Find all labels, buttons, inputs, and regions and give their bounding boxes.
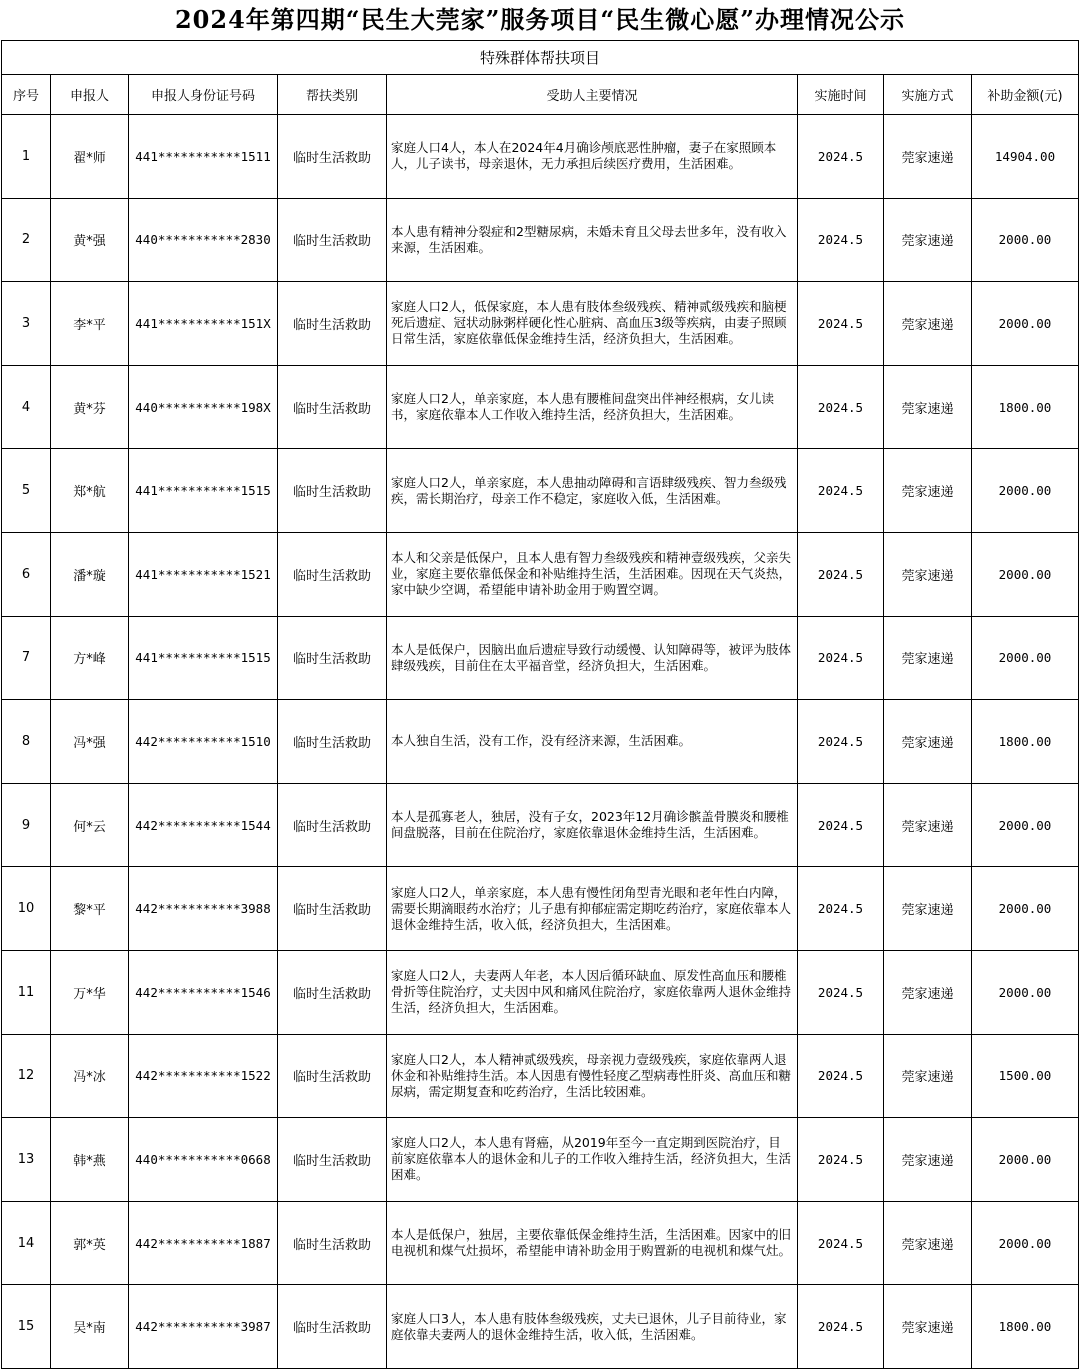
column-header-method: 实施方式 — [884, 75, 972, 115]
table-row — [2, 115, 1079, 199]
cell-id-number: 442***********1546 — [129, 950, 278, 1034]
cell-amount: 1800.00 — [972, 1285, 1079, 1369]
cell-no: 14 — [2, 1201, 51, 1285]
table-row — [2, 1285, 1079, 1369]
cell-amount: 2000.00 — [972, 198, 1079, 282]
page-title: 2024年第四期“民生大莞家”服务项目“民生微心愿”办理情况公示 — [174, 5, 905, 34]
cell-method: 莞家速递 — [884, 115, 972, 199]
cell-no: 6 — [2, 532, 51, 616]
cell-aid-type: 临时生活救助 — [278, 616, 387, 700]
cell-method: 莞家速递 — [884, 365, 972, 449]
cell-aid-type: 临时生活救助 — [278, 1201, 387, 1285]
table-row — [2, 950, 1079, 1034]
cell-no: 8 — [2, 700, 51, 784]
cell-situation: 家庭人口2人，单亲家庭，本人患有慢性闭角型青光眼和老年性白内障，需要长期滴眼药水治疗；儿子患有抑郁症需定期吃药治疗，家庭依靠本人退休金维持生活，收入低，经济负担大，生活困难。 — [387, 867, 798, 951]
cell-situation: 家庭人口2人，低保家庭，本人患有肢体叁级残疾、精神贰级残疾和脑梗死后遗症、冠状动脉粥样硬化性心脏病、高血压3级等疾病，由妻子照顾日常生活，家庭依靠低保金维持生活，经济负担大，生活困难。 — [387, 282, 798, 366]
cell-amount: 2000.00 — [972, 867, 1079, 951]
cell-amount: 1800.00 — [972, 365, 1079, 449]
cell-situation: 本人是孤寡老人，独居，没有子女，2023年12月确诊髌盖骨膜炎和腰椎间盘脱落，目前在住院治疗，家庭依靠退休金维持生活，生活困难。 — [387, 783, 798, 867]
cell-date: 2024.5 — [798, 449, 884, 533]
cell-amount: 1800.00 — [972, 700, 1079, 784]
cell-aid-type: 临时生活救助 — [278, 449, 387, 533]
table-row — [2, 449, 1079, 533]
cell-amount: 2000.00 — [972, 950, 1079, 1034]
table-row — [2, 198, 1079, 282]
cell-amount: 2000.00 — [972, 783, 1079, 867]
cell-aid-type: 临时生活救助 — [278, 783, 387, 867]
cell-method: 莞家速递 — [884, 449, 972, 533]
cell-id-number: 442***********1887 — [129, 1201, 278, 1285]
cell-aid-type: 临时生活救助 — [278, 1285, 387, 1369]
cell-method: 莞家速递 — [884, 1201, 972, 1285]
table-row — [2, 700, 1079, 784]
cell-applicant: 李*平 — [51, 282, 129, 366]
cell-method: 莞家速递 — [884, 950, 972, 1034]
cell-no: 10 — [2, 867, 51, 951]
cell-no: 13 — [2, 1118, 51, 1202]
cell-applicant: 郭*英 — [51, 1201, 129, 1285]
cell-applicant: 郑*航 — [51, 449, 129, 533]
cell-no: 12 — [2, 1034, 51, 1118]
cell-situation: 本人独自生活，没有工作，没有经济来源，生活困难。 — [387, 700, 798, 784]
cell-method: 莞家速递 — [884, 1118, 972, 1202]
cell-applicant: 冯*冰 — [51, 1034, 129, 1118]
cell-applicant: 黎*平 — [51, 867, 129, 951]
cell-no: 3 — [2, 282, 51, 366]
cell-id-number: 441***********1521 — [129, 532, 278, 616]
cell-situation: 本人是低保户，因脑出血后遗症导致行动缓慢、认知障碍等，被评为肢体肆级残疾，目前住在太平福音堂，经济负担大，生活困难。 — [387, 616, 798, 700]
cell-no: 4 — [2, 365, 51, 449]
cell-method: 莞家速递 — [884, 616, 972, 700]
table-row — [2, 1118, 1079, 1202]
cell-aid-type: 临时生活救助 — [278, 115, 387, 199]
cell-date: 2024.5 — [798, 1285, 884, 1369]
column-header-situation: 受助人主要情况 — [387, 75, 798, 115]
section-row — [2, 41, 1079, 75]
cell-method: 莞家速递 — [884, 1285, 972, 1369]
cell-aid-type: 临时生活救助 — [278, 867, 387, 951]
cell-applicant: 万*华 — [51, 950, 129, 1034]
cell-id-number: 442***********1522 — [129, 1034, 278, 1118]
column-header-no: 序号 — [2, 75, 51, 115]
cell-method: 莞家速递 — [884, 198, 972, 282]
cell-date: 2024.5 — [798, 198, 884, 282]
cell-situation: 家庭人口2人，单亲家庭，本人患有腰椎间盘突出伴神经根病，女儿读书，家庭依靠本人工作收入维持生活，经济负担大，生活困难。 — [387, 365, 798, 449]
cell-date: 2024.5 — [798, 950, 884, 1034]
cell-amount: 2000.00 — [972, 449, 1079, 533]
cell-id-number: 441***********1511 — [129, 115, 278, 199]
cell-id-number: 442***********1544 — [129, 783, 278, 867]
cell-applicant: 黄*芬 — [51, 365, 129, 449]
cell-situation: 家庭人口4人，本人在2024年4月确诊颅底恶性肿瘤，妻子在家照顾本人，儿子读书，母亲退休，无力承担后续医疗费用，生活困难。 — [387, 115, 798, 199]
cell-method: 莞家速递 — [884, 867, 972, 951]
cell-date: 2024.5 — [798, 616, 884, 700]
cell-date: 2024.5 — [798, 700, 884, 784]
cell-applicant: 冯*强 — [51, 700, 129, 784]
cell-applicant: 方*峰 — [51, 616, 129, 700]
table-row — [2, 783, 1079, 867]
cell-no: 9 — [2, 783, 51, 867]
table-row — [2, 532, 1079, 616]
cell-id-number: 440***********198X — [129, 365, 278, 449]
cell-aid-type: 临时生活救助 — [278, 950, 387, 1034]
cell-id-number: 441***********1515 — [129, 449, 278, 533]
table-row — [2, 867, 1079, 951]
cell-applicant: 吴*南 — [51, 1285, 129, 1369]
column-header-amount: 补助金额(元) — [972, 75, 1079, 115]
cell-no: 11 — [2, 950, 51, 1034]
cell-situation: 家庭人口2人，夫妻两人年老，本人因后循环缺血、原发性高血压和腰椎骨折等住院治疗，丈夫因中风和痛风住院治疗，家庭依靠两人退休金维持生活，经济负担大，生活困难。 — [387, 950, 798, 1034]
cell-aid-type: 临时生活救助 — [278, 365, 387, 449]
cell-method: 莞家速递 — [884, 532, 972, 616]
cell-date: 2024.5 — [798, 867, 884, 951]
assistance-table — [1, 40, 1079, 1369]
cell-method: 莞家速递 — [884, 1034, 972, 1118]
cell-aid-type: 临时生活救助 — [278, 700, 387, 784]
cell-situation: 本人患有精神分裂症和2型糖尿病，未婚未育且父母去世多年，没有收入来源，生活困难。 — [387, 198, 798, 282]
cell-id-number: 440***********0668 — [129, 1118, 278, 1202]
section-title: 特殊群体帮扶项目 — [2, 41, 1079, 75]
cell-amount: 2000.00 — [972, 282, 1079, 366]
cell-no: 7 — [2, 616, 51, 700]
cell-amount: 14904.00 — [972, 115, 1079, 199]
column-header-aid-type: 帮扶类别 — [278, 75, 387, 115]
cell-applicant: 黄*强 — [51, 198, 129, 282]
cell-situation: 本人和父亲是低保户，且本人患有智力叁级残疾和精神壹级残疾，父亲失业，家庭主要依靠低保金和补贴维持生活，生活困难。因现在天气炎热，家中缺少空调，希望能申请补助金用于购置空调。 — [387, 532, 798, 616]
cell-id-number: 442***********1510 — [129, 700, 278, 784]
cell-aid-type: 临时生活救助 — [278, 198, 387, 282]
cell-no: 2 — [2, 198, 51, 282]
cell-id-number: 441***********1515 — [129, 616, 278, 700]
cell-no: 15 — [2, 1285, 51, 1369]
cell-method: 莞家速递 — [884, 783, 972, 867]
cell-date: 2024.5 — [798, 1118, 884, 1202]
cell-id-number: 441***********151X — [129, 282, 278, 366]
cell-situation: 家庭人口2人，本人患有肾癌，从2019年至今一直定期到医院治疗，目前家庭依靠本人的退休金和儿子的工作收入维持生活，经济负担大，生活困难。 — [387, 1118, 798, 1202]
cell-id-number: 442***********3987 — [129, 1285, 278, 1369]
cell-date: 2024.5 — [798, 532, 884, 616]
table-row — [2, 616, 1079, 700]
cell-aid-type: 临时生活救助 — [278, 282, 387, 366]
cell-amount: 2000.00 — [972, 616, 1079, 700]
cell-situation: 家庭人口2人，单亲家庭，本人患抽动障碍和言语肆级残疾、智力叁级残疾，需长期治疗，母亲工作不稳定，家庭收入低，生活困难。 — [387, 449, 798, 533]
cell-amount: 2000.00 — [972, 532, 1079, 616]
table-row — [2, 1034, 1079, 1118]
cell-aid-type: 临时生活救助 — [278, 1034, 387, 1118]
header-row — [2, 75, 1079, 115]
table-row — [2, 282, 1079, 366]
cell-no: 1 — [2, 115, 51, 199]
cell-id-number: 442***********3988 — [129, 867, 278, 951]
table-row — [2, 365, 1079, 449]
cell-id-number: 440***********2830 — [129, 198, 278, 282]
cell-method: 莞家速递 — [884, 282, 972, 366]
table-row — [2, 1201, 1079, 1285]
cell-date: 2024.5 — [798, 1034, 884, 1118]
cell-situation: 本人是低保户，独居，主要依靠低保金维持生活，生活困难。因家中的旧电视机和煤气灶损坏，希望能申请补助金用于购置新的电视机和煤气灶。 — [387, 1201, 798, 1285]
cell-situation: 家庭人口3人，本人患有肢体叁级残疾，丈夫已退休，儿子目前待业，家庭依靠夫妻两人的退休金维持生活，收入低，生活困难。 — [387, 1285, 798, 1369]
cell-date: 2024.5 — [798, 365, 884, 449]
cell-date: 2024.5 — [798, 783, 884, 867]
cell-amount: 1500.00 — [972, 1034, 1079, 1118]
cell-date: 2024.5 — [798, 282, 884, 366]
cell-aid-type: 临时生活救助 — [278, 1118, 387, 1202]
column-header-id-number: 申报人身份证号码 — [129, 75, 278, 115]
cell-applicant: 何*云 — [51, 783, 129, 867]
cell-aid-type: 临时生活救助 — [278, 532, 387, 616]
cell-applicant: 潘*璇 — [51, 532, 129, 616]
cell-amount: 2000.00 — [972, 1201, 1079, 1285]
cell-situation: 家庭人口2人，本人精神贰级残疾，母亲视力壹级残疾，家庭依靠两人退休金和补贴维持生活。本人因患有慢性轻度乙型病毒性肝炎、高血压和糖尿病，需定期复查和吃药治疗，生活比较困难。 — [387, 1034, 798, 1118]
column-header-applicant: 申报人 — [51, 75, 129, 115]
cell-applicant: 翟*师 — [51, 115, 129, 199]
column-header-date: 实施时间 — [798, 75, 884, 115]
cell-date: 2024.5 — [798, 1201, 884, 1285]
cell-method: 莞家速递 — [884, 700, 972, 784]
cell-date: 2024.5 — [798, 115, 884, 199]
cell-amount: 2000.00 — [972, 1118, 1079, 1202]
cell-applicant: 韩*燕 — [51, 1118, 129, 1202]
cell-no: 5 — [2, 449, 51, 533]
